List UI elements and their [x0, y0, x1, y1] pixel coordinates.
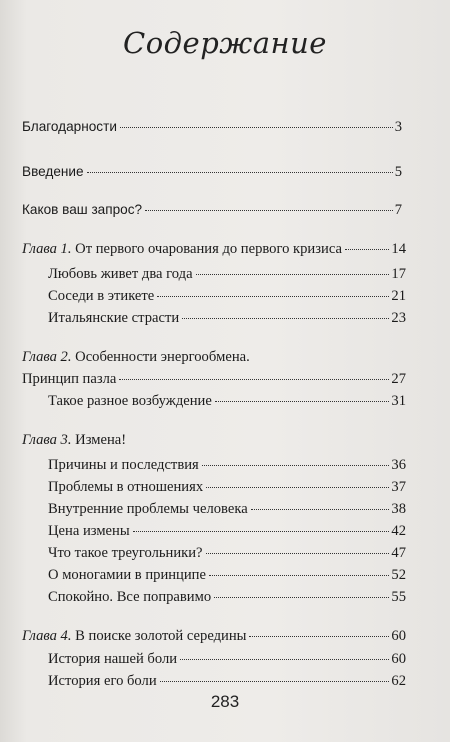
toc-leader	[215, 401, 390, 402]
toc-entry-label: Соседи в этикете	[48, 288, 155, 304]
toc-entry-page: 60	[391, 628, 406, 644]
toc-chapter-heading	[22, 348, 250, 366]
toc-entry-label: Особенности энергообмена.	[71, 349, 250, 365]
toc-leader	[202, 465, 390, 466]
toc-entry-page: 7	[394, 202, 402, 218]
toc-entry-label: Цена измены	[48, 523, 130, 539]
toc-entry	[48, 265, 406, 283]
toc-entry	[48, 650, 406, 668]
toc-chapter-entry	[22, 240, 406, 258]
toc-entry	[48, 544, 406, 562]
toc-leader	[206, 553, 390, 554]
toc-entry	[48, 566, 406, 584]
toc-leader	[133, 531, 390, 532]
toc-leader	[206, 487, 389, 488]
toc-chapter-heading	[22, 431, 126, 449]
chapter-number: Глава 2.	[22, 349, 72, 365]
toc-entry-label: Причины и последствия	[48, 457, 199, 473]
toc-entry-page: 5	[394, 164, 402, 180]
toc-leader	[157, 296, 389, 297]
toc-entry	[48, 392, 406, 410]
toc-entry-label: Каков ваш запрос?	[22, 202, 143, 217]
toc-entry-label: Проблемы в отношениях	[48, 479, 204, 495]
toc-entry-label: Благодарности	[22, 119, 117, 134]
toc-entry-page: 14	[391, 241, 406, 257]
toc-entry	[48, 588, 406, 606]
toc-entry-label: Принцип пазла	[22, 371, 117, 387]
toc-entry-page: 36	[391, 457, 406, 473]
toc-entry-page: 38	[391, 501, 406, 517]
toc-entry-label: О моногамии в принципе	[48, 567, 206, 583]
toc-entry-page: 52	[391, 567, 406, 583]
toc-entry-label: Любовь живет два года	[48, 266, 193, 282]
toc-leader	[345, 249, 389, 250]
toc-leader	[87, 172, 393, 173]
chapter-number: Глава 4.	[22, 628, 72, 644]
toc-leader	[120, 127, 393, 128]
toc-entry	[22, 163, 402, 181]
toc-entry-page: 60	[391, 651, 406, 667]
page-title: Содержание	[123, 26, 327, 60]
toc-entry-label: Такое разное возбуждение	[48, 393, 212, 409]
toc-entry-page: 23	[391, 310, 406, 326]
toc-entry-label: История его боли	[48, 673, 157, 689]
toc-entry	[48, 309, 406, 327]
chapter-number: Глава 3.	[22, 432, 72, 448]
toc-entry-label: Введение	[22, 164, 84, 179]
toc-entry	[48, 500, 406, 518]
toc-entry	[48, 456, 406, 474]
toc-entry-page: 27	[391, 371, 406, 387]
toc-leader	[182, 318, 389, 319]
toc-entry-page: 3	[394, 119, 402, 135]
toc-leader	[119, 379, 389, 380]
toc-leader	[180, 659, 389, 660]
toc-entry	[22, 370, 406, 388]
toc-entry-label: Что такое треугольники?	[48, 545, 203, 561]
toc-chapter-entry	[22, 627, 406, 645]
toc-entry-page: 55	[391, 589, 406, 605]
chapter-number: Глава 1.	[22, 241, 72, 257]
toc-entry-page: 17	[391, 266, 406, 282]
page-number: 283	[210, 692, 240, 711]
toc-leader	[145, 210, 393, 211]
toc-entry-page: 62	[391, 673, 406, 689]
toc-entry-page: 47	[391, 545, 406, 561]
toc-entry-label: Внутренние проблемы человека	[48, 501, 248, 517]
toc-entry-label: Измена!	[71, 432, 127, 448]
toc-entry	[48, 522, 406, 540]
toc-leader	[214, 597, 389, 598]
toc-entry-label: История нашей боли	[48, 651, 178, 667]
toc-entry	[48, 672, 406, 690]
toc-entry-label: От первого очарования до первого кризиса	[71, 241, 342, 257]
toc-entry-page: 42	[391, 523, 406, 539]
toc-entry-label: Итальянские страсти	[48, 310, 180, 326]
toc-entry-page: 37	[391, 479, 406, 495]
toc-leader	[209, 575, 389, 576]
toc-leader	[196, 274, 390, 275]
toc-leader	[160, 681, 390, 682]
toc-entry-page: 21	[391, 288, 406, 304]
toc-entry	[48, 478, 406, 496]
toc-entry	[22, 201, 402, 219]
toc-entry-label: Спокойно. Все поправимо	[48, 589, 212, 605]
toc-entry-label: В поиске золотой середины	[71, 628, 247, 644]
toc-entry	[22, 118, 402, 136]
toc-entry-page: 31	[391, 393, 406, 409]
toc-entry	[48, 287, 406, 305]
toc-leader	[251, 509, 390, 510]
toc-leader	[249, 636, 389, 637]
